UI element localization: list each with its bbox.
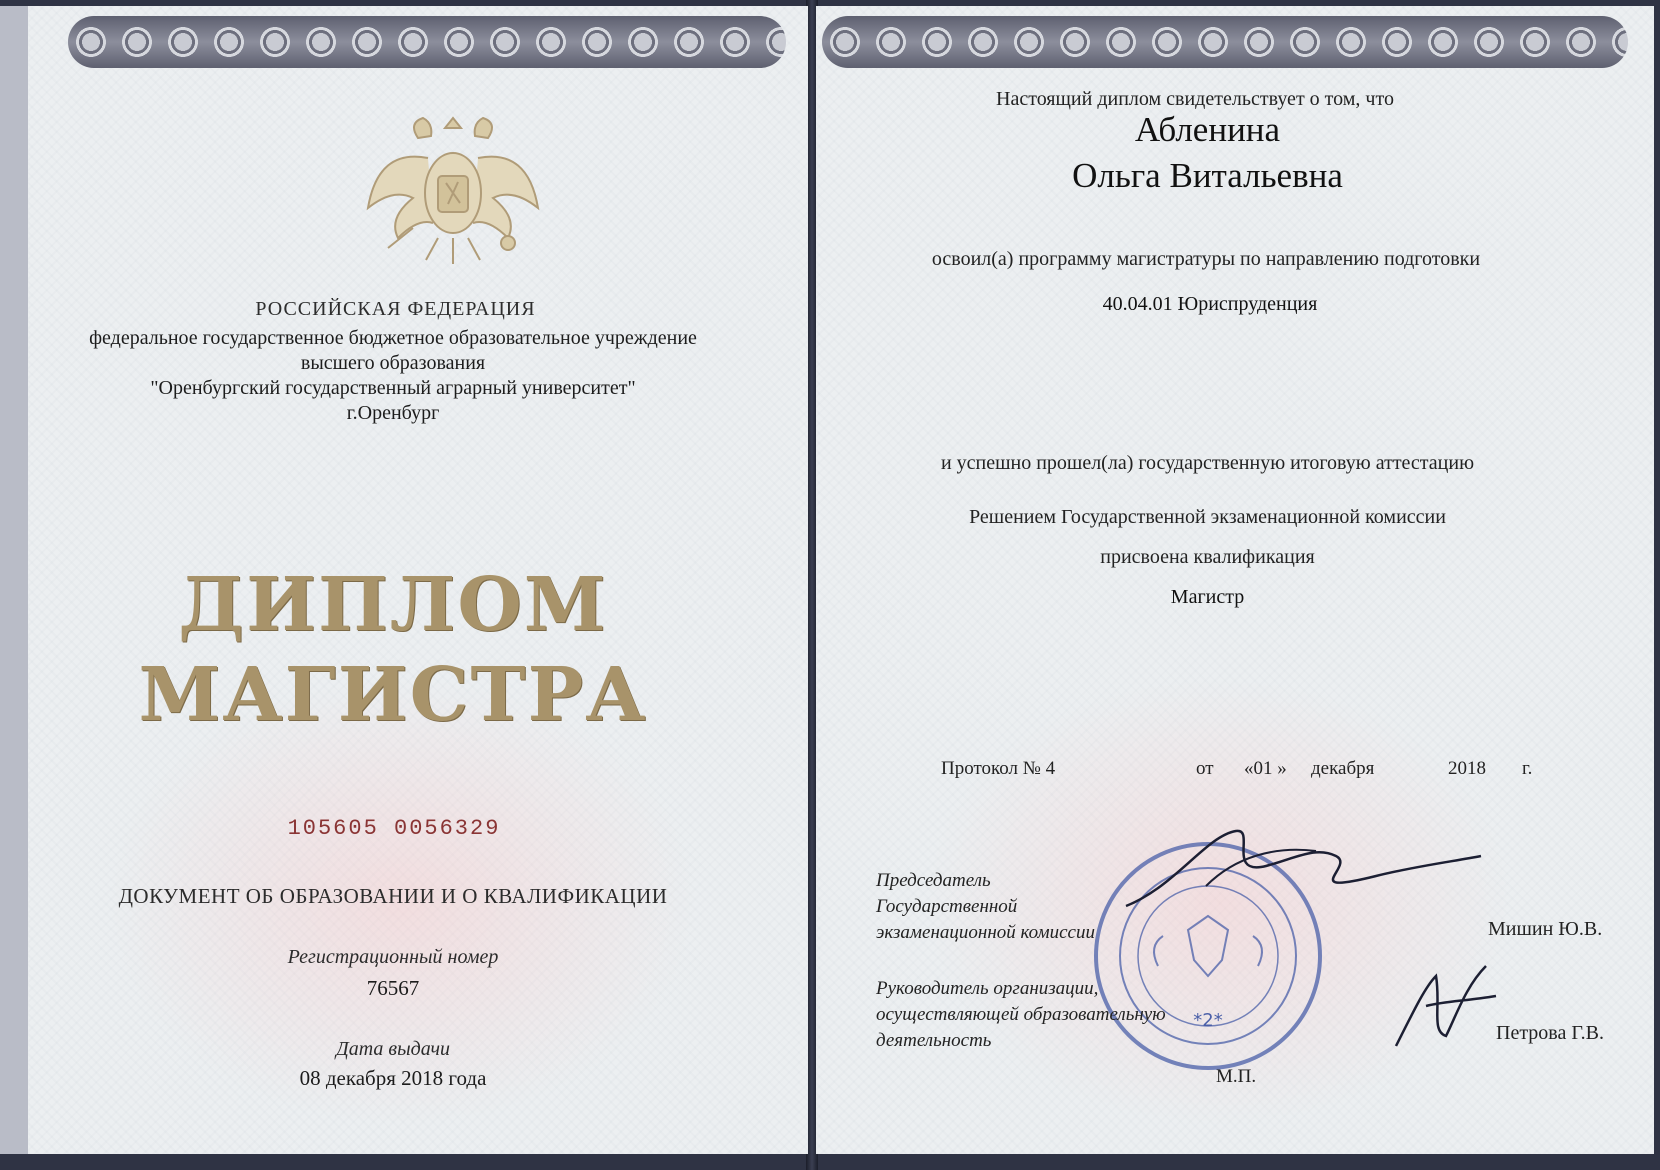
diploma-cover-page: [0, 6, 808, 1154]
chairman-title-line-3: экзаменационной комиссии: [876, 922, 1095, 943]
diploma-title-line-1: ДИПЛОМ: [178, 562, 608, 648]
chairman-name: Мишин Ю.В.: [1488, 918, 1603, 940]
chairman-title: [876, 868, 1095, 946]
protocol-day: «01 »: [1244, 758, 1287, 779]
qualification-value: Магистр: [1170, 586, 1245, 608]
serial-number: 105605 0056329: [287, 816, 501, 841]
program-value: 40.04.01 Юриспруденция: [1102, 293, 1318, 315]
institution-city: г.Оренбург: [346, 402, 440, 424]
protocol-label: Протокол №: [941, 758, 1041, 779]
protocol-from-label: от: [1196, 758, 1214, 779]
institution-line-2: высшего образования: [300, 352, 486, 374]
program-statement: освоил(а) программу магистратуры по направлению подготовки: [931, 248, 1481, 270]
head-title-line-3: деятельность: [876, 1030, 992, 1051]
double-headed-eagle-emblem: [358, 98, 548, 278]
svg-text:*2*: *2*: [1193, 1010, 1223, 1031]
commission-decision: Решением Государственной экзаменационной комиссии: [969, 506, 1446, 528]
protocol-row: [941, 758, 1055, 780]
chairman-title-line-1: Председатель: [876, 870, 991, 891]
diploma-content-page: [816, 6, 1654, 1154]
protocol-month: декабря: [1311, 758, 1375, 779]
head-signature: [1386, 946, 1506, 1056]
graduate-given-names: Ольга Витальевна: [1072, 156, 1343, 195]
issue-date: 08 декабря 2018 года: [299, 1066, 487, 1090]
guilloche-border: [68, 16, 786, 68]
head-name: Петрова Г.В.: [1496, 1022, 1605, 1044]
chairman-signature: [1116, 816, 1486, 936]
institution-line-3: "Оренбургский государственный аграрный университет": [150, 377, 636, 399]
country-name: РОССИЙСКАЯ ФЕДЕРАЦИЯ: [255, 298, 536, 320]
guilloche-border: [822, 16, 1628, 68]
qualification-assigned-text: присвоена квалификация: [1100, 546, 1315, 568]
registration-number: 76567: [366, 976, 420, 1000]
chairman-title-line-2: Государственной: [876, 896, 1018, 917]
registration-label: Регистрационный номер: [287, 946, 499, 968]
protocol-number: 4: [1045, 758, 1056, 779]
graduate-surname: Абленина: [1134, 110, 1281, 149]
certificate-intro: Настоящий диплом свидетельствует о том, что: [996, 88, 1394, 110]
document-type: ДОКУМЕНТ ОБ ОБРАЗОВАНИИ И О КВАЛИФИКАЦИИ: [118, 884, 668, 908]
head-title-line-2: осуществляющей образовательную: [876, 1004, 1166, 1025]
head-title-line-1: Руководитель организации,: [876, 978, 1099, 999]
head-title: [876, 976, 1166, 1054]
attestation-statement: и успешно прошел(ла) государственную итоговую аттестацию: [940, 452, 1475, 474]
institution-line-1: федеральное государственное бюджетное образовательное учреждение: [89, 327, 697, 349]
protocol-year: 2018: [1448, 758, 1486, 779]
seal-place-label: М.П.: [1216, 1066, 1257, 1087]
protocol-year-suffix: г.: [1522, 758, 1533, 779]
diploma-title-line-2: МАГИСТРА: [138, 652, 648, 738]
issue-date-label: Дата выдачи: [335, 1038, 451, 1060]
